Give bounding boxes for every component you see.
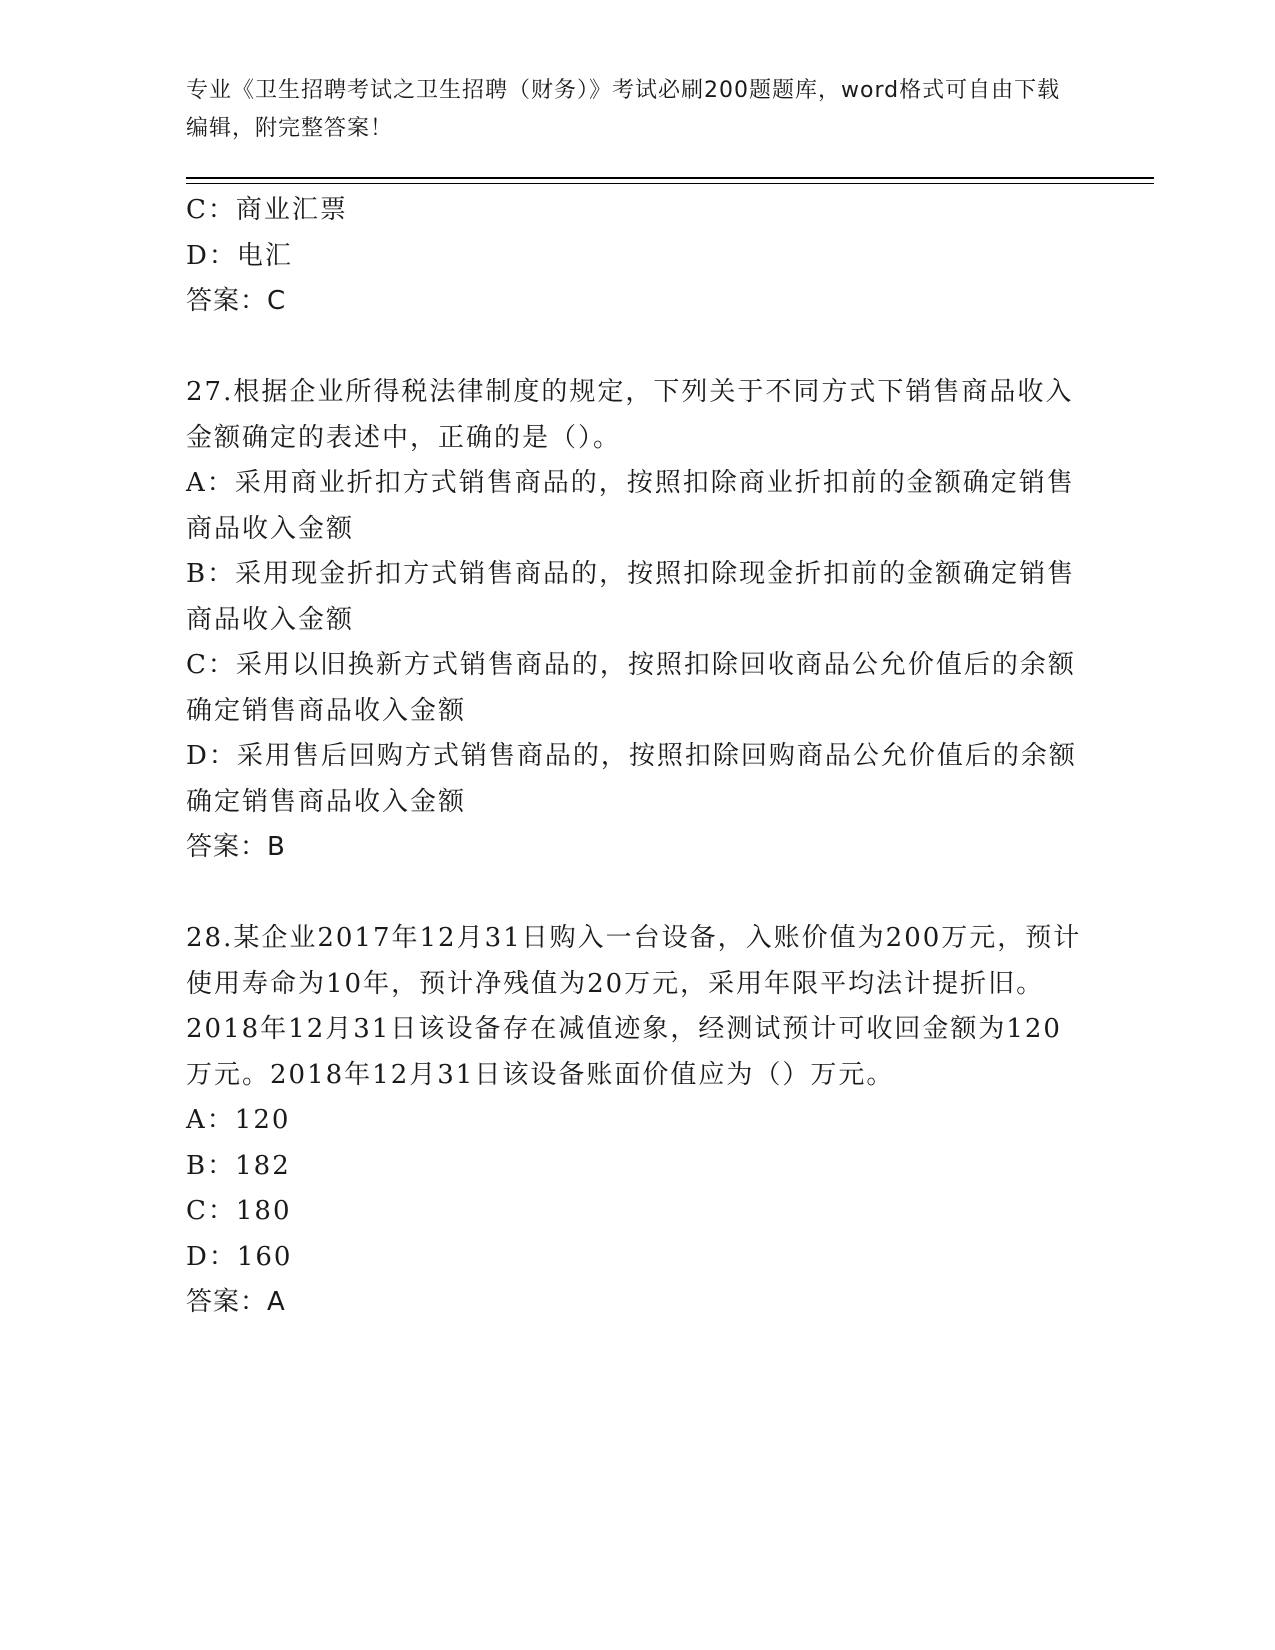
option-d: D：电汇 <box>186 240 293 271</box>
question-content <box>186 188 1086 1326</box>
option-d: D：160 <box>186 1241 293 1272</box>
header-divider-thick <box>186 177 1154 179</box>
option-c: C：180 <box>186 1196 292 1226</box>
option-a: A：采用商业折扣方式销售商品的，按照扣除商业折扣前的金额确定销售商品收入金额 <box>186 468 1075 544</box>
header-text: 专业《卫生招聘考试之卫生招聘（财务）》考试必刷200题题库，word格式可自由下载编辑，附完整答案！ <box>186 78 1061 141</box>
option-a: A：120 <box>186 1105 291 1135</box>
question-stem-27: 27.根据企业所得税法律制度的规定，下列关于不同方式下销售商品收入金额确定的表述中，正确的是（）。 <box>186 377 1074 453</box>
option-d: D：采用售后回购方式销售商品的，按照扣除回购商品公允价值后的余额确定销售商品收入金额 <box>186 741 1077 817</box>
answer-line: 答案：B <box>186 832 286 862</box>
option-b: B：182 <box>186 1150 291 1181</box>
answer-line: 答案：A <box>186 1287 286 1317</box>
spacer <box>186 871 1086 917</box>
spacer <box>186 325 1086 371</box>
header-divider-thin <box>186 183 1154 184</box>
option-b: B：采用现金折扣方式销售商品的，按照扣除现金折扣前的金额确定销售商品收入金额 <box>186 559 1076 635</box>
document-header <box>186 72 1066 148</box>
question-stem-28: 28.某企业2017年12月31日购入一台设备，入账价值为200万元，预计使用寿命为10年，预计净残值为20万元，采用年限平均法计提折旧。2018年12月31日该设备存在减值迹象，经测试预计可收回金额为120万元。2018年12月31日该设备账面价值应为（）万元。 <box>186 923 1082 1090</box>
option-c: C：采用以旧换新方式销售商品的，按照扣除回收商品公允价值后的余额确定销售商品收入金额 <box>186 650 1076 726</box>
option-c: C：商业汇票 <box>186 195 348 225</box>
answer-line: 答案：C <box>186 286 287 316</box>
